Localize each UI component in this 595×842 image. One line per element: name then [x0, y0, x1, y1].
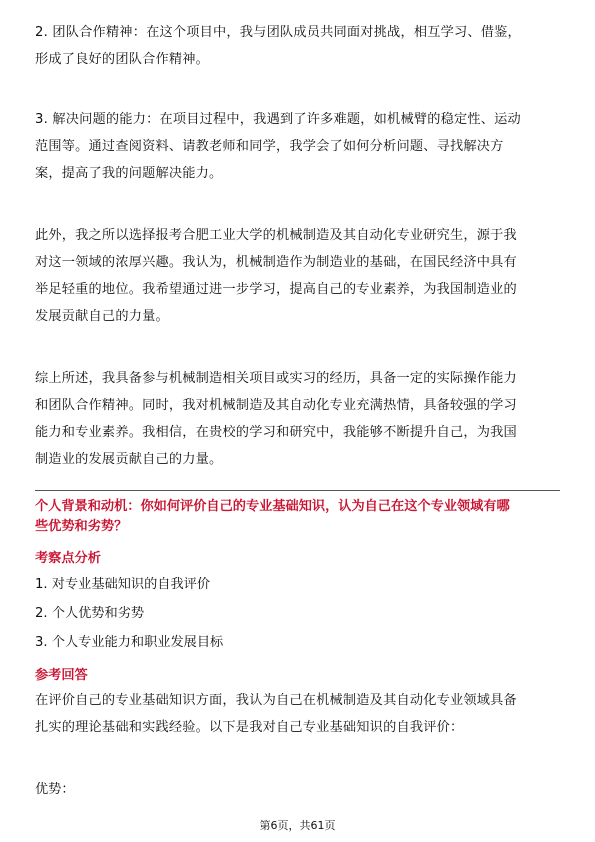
section-divider: [35, 490, 560, 491]
paragraph-problem-solving: [35, 106, 560, 187]
text-line: 制造业的发展贡献自己的力量。: [35, 452, 223, 467]
text-line: 综上所述，我具备参与机械制造相关项目或实习的经历，具备一定的实际操作能力: [35, 371, 517, 386]
analysis-item: 2. 个人优势和劣势: [35, 606, 145, 621]
text-line: 扎实的理论基础和实践经验。以下是我对自己专业基础知识的自我评价：: [35, 720, 464, 735]
analysis-item: 1. 对专业基础知识的自我评价: [35, 577, 211, 592]
paragraph-teamwork: [35, 19, 560, 73]
question-line: 些优势和劣势？: [35, 519, 128, 534]
question-heading: [35, 497, 560, 537]
text-line: 案，提高了我的问题解决能力。: [35, 166, 223, 181]
paragraph-motivation: [35, 222, 560, 330]
answer-paragraph: [35, 687, 560, 741]
answer-heading: 参考回答: [35, 668, 88, 683]
advantages-label: 优势：: [35, 782, 75, 797]
text-line: 举足轻重的地位。我希望通过进一步学习，提高自己的专业素养，为我国制造业的: [35, 282, 517, 297]
question-line: 个人背景和动机：你如何评价自己的专业基础知识，认为自己在这个专业领域有哪: [35, 499, 510, 514]
text-line: 此外，我之所以选择报考合肥工业大学的机械制造及其自动化专业研究生，源于我: [35, 228, 517, 243]
analysis-item: 3. 个人专业能力和职业发展目标: [35, 635, 224, 650]
text-line: 对这一领域的浓厚兴趣。我认为，机械制造作为制造业的基础，在国民经济中具有: [35, 255, 517, 270]
page-footer: 第6页，共61页: [259, 819, 336, 832]
paragraph-summary: [35, 365, 560, 473]
text-line: 形成了良好的团队合作精神。: [35, 52, 210, 67]
text-line: 在评价自己的专业基础知识方面，我认为自己在机械制造及其自动化专业领域具备: [35, 693, 517, 708]
text-line: 范围等。通过查阅资料、请教老师和同学，我学会了如何分析问题、寻找解决方: [35, 139, 504, 154]
text-line: 和团队合作精神。同时，我对机械制造及其自动化专业充满热情，具备较强的学习: [35, 398, 517, 413]
text-line: 能力和专业素养。我相信，在贵校的学习和研究中，我能够不断提升自己，为我国: [35, 425, 517, 440]
analysis-heading: 考察点分析: [35, 551, 101, 566]
text-line: 2. 团队合作精神：在这个项目中，我与团队成员共同面对挑战，相互学习、借鉴，: [35, 25, 521, 40]
text-line: 发展贡献自己的力量。: [35, 309, 169, 324]
text-line: 3. 解决问题的能力：在项目过程中，我遇到了许多难题，如机械臂的稳定性、运动: [35, 112, 521, 127]
